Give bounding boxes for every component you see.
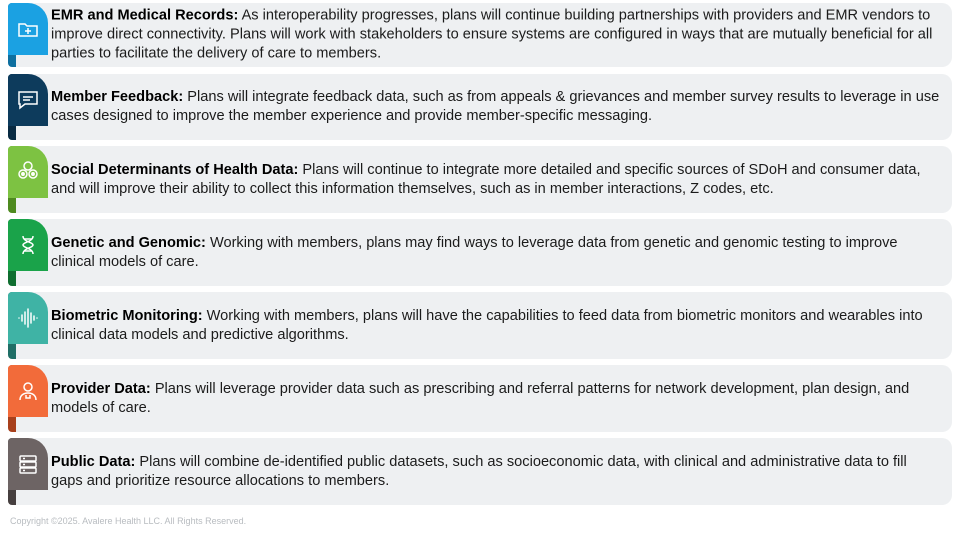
row-title: Social Determinants of Health Data: — [51, 161, 299, 178]
icon-box — [8, 74, 48, 126]
row-tab — [8, 365, 48, 432]
list-item-member-feedback — [8, 74, 952, 140]
row-tab — [8, 219, 48, 286]
row-tab — [8, 438, 48, 505]
list-item-provider-data — [8, 365, 952, 432]
row-body: Plans will integrate feedback data, such as from appeals & grievances and member survey results to leverage in use cases designed to improve the member experience and provide member-specific messaging. — [51, 89, 940, 124]
row-body: Working with members, plans may find ways to leverage data from genetic and genomic testing to improve clinical models of care. — [51, 234, 898, 270]
list-item-sdoh — [8, 146, 952, 213]
row-tab — [8, 74, 48, 140]
icon-box — [8, 438, 48, 490]
row-text — [51, 234, 940, 272]
circles-icon — [16, 160, 40, 184]
row-title: Biometric Monitoring: — [51, 307, 203, 324]
folder-plus-icon — [16, 17, 40, 41]
copyright-text: Copyright ©2025. Avalere Health LLC. All Rights Reserved. — [10, 516, 247, 526]
row-body: As interoperability progresses, plans will continue building partnerships with providers and EMR vendors to improve direct connectivity. Plans will work with stakeholders to ensure systems are configured in ways that are mutually beneficial for all parties to facilitate the delivery of care to members. — [51, 7, 933, 62]
icon-box — [8, 3, 48, 55]
person-icon — [16, 379, 40, 403]
icon-box — [8, 292, 48, 344]
chat-icon — [16, 88, 40, 112]
row-title: Provider Data: — [51, 380, 151, 397]
row-text — [51, 161, 940, 199]
list-item-biometric — [8, 292, 952, 359]
dna-icon — [16, 233, 40, 257]
icon-box — [8, 146, 48, 198]
row-title: EMR and Medical Records: — [51, 7, 239, 24]
database-icon — [16, 452, 40, 476]
row-title: Member Feedback: — [51, 89, 184, 105]
icon-box — [8, 219, 48, 271]
row-body: Plans will continue to integrate more detailed and specific sources of SDoH and consumer data, and will improve their ability to collect this information themselves, such as in member interactions, Z codes, etc. — [51, 161, 921, 197]
row-text — [51, 380, 940, 418]
row-text — [51, 307, 940, 345]
row-body: Working with members, plans will have the capabilities to feed data from biometric monitors and wearables into clinical data models and predictive algorithms. — [51, 307, 923, 343]
row-text — [51, 7, 940, 64]
row-body: Plans will combine de-identified public datasets, such as socioeconomic data, with clinical and administrative data to fill gaps and prioritize resource allocations to members. — [51, 453, 907, 489]
icon-box — [8, 365, 48, 417]
row-text — [51, 88, 940, 126]
list-item-genetic — [8, 219, 952, 286]
waveform-icon — [16, 306, 40, 330]
row-tab — [8, 292, 48, 359]
row-title: Genetic and Genomic: — [51, 234, 206, 251]
row-title: Public Data: — [51, 453, 136, 470]
list-item-emr — [8, 3, 952, 67]
row-tab — [8, 3, 48, 67]
list-item-public-data — [8, 438, 952, 505]
row-tab — [8, 146, 48, 213]
row-body: Plans will leverage provider data such as prescribing and referral patterns for network development, plan design, and models of care. — [51, 380, 910, 416]
row-text — [51, 453, 940, 491]
